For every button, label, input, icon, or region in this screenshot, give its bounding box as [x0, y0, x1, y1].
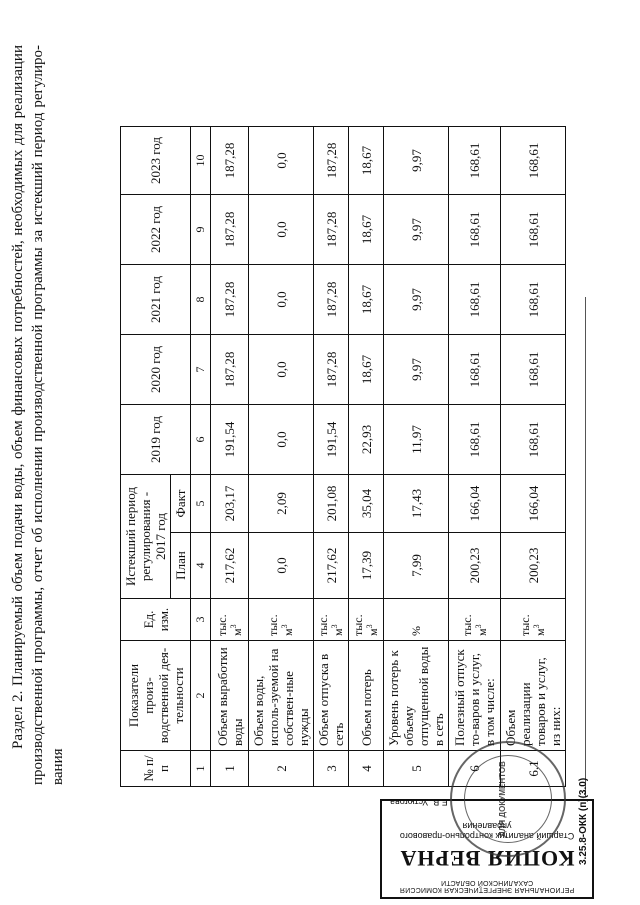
row-value: 17,39	[349, 533, 384, 599]
row-indicator: Объем выработки воды	[211, 641, 249, 751]
column-number: 4	[191, 533, 211, 599]
row-indicator: Полезный отпуск то-варов и услуг, в том числе:	[449, 641, 501, 751]
row-number: 4	[349, 751, 384, 787]
row-value: 168,61	[501, 127, 566, 195]
row-value: 0,0	[249, 405, 314, 475]
row-value: 22,93	[349, 405, 384, 475]
round-seal	[450, 741, 566, 857]
row-value: 217,62	[211, 533, 249, 599]
row-unit	[249, 599, 314, 641]
row-value: 168,61	[501, 335, 566, 405]
column-number: 6	[191, 405, 211, 475]
row-value: 0,0	[249, 195, 314, 265]
row-value: 217,62	[314, 533, 349, 599]
unit-text: тыс. м	[266, 614, 295, 636]
row-value: 18,67	[349, 335, 384, 405]
row-value: 35,04	[349, 475, 384, 533]
row-value: 168,61	[501, 405, 566, 475]
header-2020: 2020 год	[121, 335, 191, 405]
row-number: 6	[449, 751, 501, 787]
header-period: Истекший период регулирования - 2017 год	[121, 475, 171, 599]
row-value: 187,28	[211, 127, 249, 195]
row-value: 18,67	[349, 265, 384, 335]
unit-text: тыс. м	[459, 614, 489, 636]
header-unit: Ед. изм.	[121, 599, 191, 641]
row-value: 187,28	[211, 265, 249, 335]
row-value: 0,0	[249, 335, 314, 405]
row-value: 166,04	[501, 475, 566, 533]
row-number: 1	[211, 751, 249, 787]
stamp-copy-label: КОПИЯ ВЕРНА	[399, 846, 575, 871]
unit-superscript: 3	[280, 624, 289, 629]
unit-superscript: 3	[228, 624, 238, 629]
row-unit	[211, 599, 249, 641]
row-value: 187,28	[314, 195, 349, 265]
row-value: 168,61	[501, 265, 566, 335]
row-unit	[349, 599, 384, 641]
stamp-org: РЕГИОНАЛЬНАЯ ЭНЕРГЕТИЧЕСКАЯ КОМИССИЯ САХАЛИНСКОЙ ОБЛАСТИ	[399, 879, 575, 893]
row-value: 9,97	[384, 335, 449, 405]
row-value: 168,61	[449, 265, 501, 335]
header-plan: План	[171, 533, 191, 599]
row-value: 168,61	[501, 195, 566, 265]
row-unit	[501, 599, 566, 641]
table-row	[384, 127, 449, 787]
row-value: 2,09	[249, 475, 314, 533]
row-value: 0,0	[249, 265, 314, 335]
row-number: 6.1	[501, 751, 566, 787]
column-number: 1	[191, 751, 211, 787]
document-code: 3.25.8-ОКК (п)(3.0)	[578, 777, 589, 865]
row-value: 203,17	[211, 475, 249, 533]
header-fact: Факт	[171, 475, 191, 533]
row-unit	[314, 599, 349, 641]
row-value: 0,0	[249, 533, 314, 599]
header-2023: 2023 год	[121, 127, 191, 195]
column-numbers-row	[191, 127, 211, 787]
header-2021: 2021 год	[121, 265, 191, 335]
row-value: 187,28	[314, 265, 349, 335]
row-value: 17,43	[384, 475, 449, 533]
row-number: 5	[384, 751, 449, 787]
row-value: 191,54	[211, 405, 249, 475]
section-title	[8, 45, 68, 785]
row-indicator: Объем воды, исполь-зуемой на собствен-ные нужды	[249, 641, 314, 751]
stamp-position: Старший аналитик контрольно-правового управления	[399, 821, 575, 841]
table-row	[349, 127, 384, 787]
column-number: 3	[191, 599, 211, 641]
row-value: 168,61	[449, 127, 501, 195]
row-value: 201,08	[314, 475, 349, 533]
row-value: 200,23	[501, 533, 566, 599]
production-program-table	[120, 126, 566, 787]
seal-text: ДЛЯ ДОКУМЕНТОВ	[498, 761, 507, 837]
stamp-signer-name: Е.В. Устюгова	[390, 797, 448, 807]
unit-text: тыс. м	[351, 614, 380, 636]
row-value: 187,28	[314, 127, 349, 195]
row-indicator: Уровень потерь к объему отпущенной воды в сеть	[384, 641, 449, 751]
row-value: 187,28	[314, 335, 349, 405]
unit-superscript: 3	[365, 624, 374, 629]
header-2022: 2022 год	[121, 195, 191, 265]
table-row	[501, 127, 566, 787]
header-num: № п/п	[121, 751, 191, 787]
row-number: 3	[314, 751, 349, 787]
row-indicator: Объем потерь	[349, 641, 384, 751]
unit-text: тыс. м	[518, 614, 547, 636]
unit-superscript: 3	[330, 624, 339, 629]
header-indicator: Показатели произ-водственной дея-тельности	[121, 641, 191, 751]
column-number: 5	[191, 475, 211, 533]
unit-text: %	[408, 626, 423, 636]
column-number: 9	[191, 195, 211, 265]
unit-superscript: 3	[473, 624, 483, 629]
page-divider	[585, 297, 586, 797]
row-unit	[384, 599, 449, 641]
table-row	[314, 127, 349, 787]
row-value: 9,97	[384, 265, 449, 335]
row-indicator: Объем отпуска в сеть	[314, 641, 349, 751]
row-unit	[449, 599, 501, 641]
row-number: 2	[249, 751, 314, 787]
unit-text: тыс. м	[316, 614, 345, 636]
row-value: 168,61	[449, 335, 501, 405]
column-number: 8	[191, 265, 211, 335]
row-indicator: Объем реализации товаров и услуг, из них:	[501, 641, 566, 751]
row-value: 11,97	[384, 405, 449, 475]
row-value: 166,04	[449, 475, 501, 533]
table-row	[449, 127, 501, 787]
unit-superscript: 3	[532, 624, 541, 629]
table-row	[249, 127, 314, 787]
row-value: 9,97	[384, 127, 449, 195]
row-value: 187,28	[211, 195, 249, 265]
section-title-text: Раздел 2. Планируемый объем подачи воды, объем финансовых потребностей, необходимых для реализации производственной программы, отчет об исполнении производственной программы за истекший период регулиро-вания	[10, 45, 66, 785]
column-number: 2	[191, 641, 211, 751]
row-value: 18,67	[349, 195, 384, 265]
row-value: 191,54	[314, 405, 349, 475]
row-value: 187,28	[211, 335, 249, 405]
row-value: 7,99	[384, 533, 449, 599]
column-number: 7	[191, 335, 211, 405]
row-value: 0,0	[249, 127, 314, 195]
column-number: 10	[191, 127, 211, 195]
row-value: 200,23	[449, 533, 501, 599]
row-value: 18,67	[349, 127, 384, 195]
unit-text: тыс. м	[214, 614, 244, 636]
row-value: 9,97	[384, 195, 449, 265]
row-value: 168,61	[449, 405, 501, 475]
row-value: 168,61	[449, 195, 501, 265]
table-body	[211, 127, 566, 787]
table-row	[211, 127, 249, 787]
header-2019: 2019 год	[121, 405, 191, 475]
